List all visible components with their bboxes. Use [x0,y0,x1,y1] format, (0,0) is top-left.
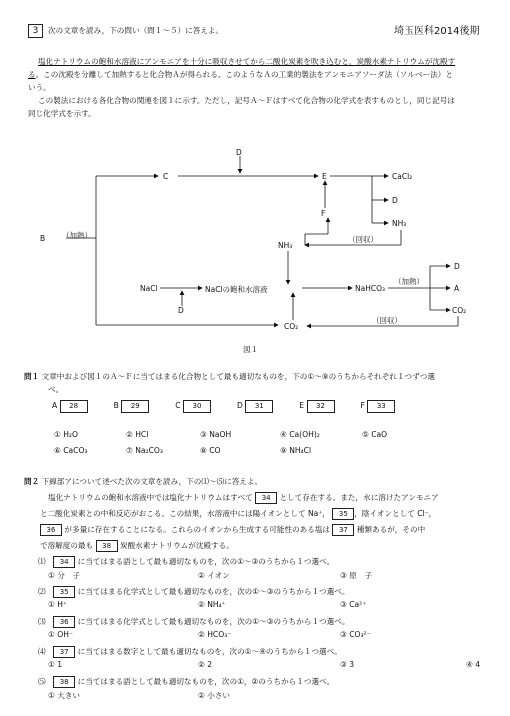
answer-box-32[interactable]: 32 [307,400,335,413]
slot-E: E 32 [299,400,334,413]
label-CO2-out: CO₂ [452,306,467,315]
subq-5-choice-2: ② 小さい [198,691,231,700]
label-CO2-bottom: CO₂ [284,322,299,331]
q1-prompt [24,370,435,383]
subq-5-box: 38 [53,676,75,688]
choice-9: ⑨ NH₄Cl [280,446,312,455]
slot-B: B 29 [114,400,150,413]
answer-box-28[interactable]: 28 [60,400,88,413]
label-D-bottom: D [178,306,184,315]
subq-3-choice-1: ① OH⁻ [48,630,73,639]
label-F: F [321,209,326,218]
label-D-out: D [454,262,460,271]
subq-4-choice-2: ② 2 [198,660,213,669]
q1-answer-slots [52,400,421,413]
subq-3-choice-3: ③ CO₃²⁻ [340,630,371,639]
slot-D: D 31 [237,400,273,413]
blank-36[interactable]: 36 [40,524,62,536]
subq-1-choice-1: ① 分 子 [48,571,81,580]
intro-paragraph [28,55,500,120]
label-NH3-mid: NH₃ [278,241,293,250]
subq-5-choice-1: ① 大きい [48,691,81,700]
blank-37[interactable]: 37 [332,524,354,536]
answer-box-33[interactable]: 33 [367,400,395,413]
label-recovery-1: （回収） [348,235,378,244]
q1-text: 文章中および図１のＡ～Ｆに当てはまる化合物として最も適切なものを，下の①～⑨のうちからそれぞれ１つずつ選 [41,372,435,381]
slot-A: A 28 [52,400,88,413]
label-CaCl2: CaCl₂ [392,172,413,181]
label-D-top: D [236,148,242,157]
choice-6: ⑥ CaCO₃ [54,446,88,455]
slot-F: F 33 [361,400,396,413]
intro-line4: この製法における各化合物の関連を図１に示す。ただし，記号Ａ～Ｆはすべて化合物の化学式を表すものとし，同じ記号は [38,96,455,105]
q2-text: 下線部アについて述べた次の文章を読み，下の⑴～⑸に答えよ。 [41,477,263,486]
subq-2: ⑵ 35 に当てはまる化学式として最も適切なものを，次の①～③のうちから１つ選べ。 [38,587,350,596]
label-B: B [40,234,46,243]
label-heat-1: （加熱） [62,231,92,240]
subq-1-box: 34 [53,556,75,568]
label-A: A [454,284,460,293]
choice-8: ⑧ CO [200,446,221,455]
question-instruction: 次の文章を読み，下の問い（問１～５）に答えよ。 [48,26,224,35]
label-C: C [163,172,169,181]
subq-3: ⑶ 36 に当てはまる化学式として最も適切なものを，次の①～③のうちから１つ選べ。 [38,617,350,626]
subq-3-choice-2: ② HCO₃⁻ [198,630,232,639]
choice-2: ② HCl [126,430,149,439]
subq-1-choice-2: ② イオン [198,571,230,580]
subq-1-choice-3: ③ 原 子 [340,571,373,580]
slot-C: C 30 [175,400,211,413]
figure-diagram [30,148,490,358]
q1-label: 問１ [24,372,40,381]
underlined-text: 塩化ナトリウムの飽和水溶液にアンモニアを十分に吸収させてから二酸化炭素を吹き込むと，炭酸水素ナトリウムが沈殿す [38,57,456,66]
blank-35[interactable]: 35 [332,508,354,520]
blank-34[interactable]: 34 [255,492,277,504]
subq-4-choice-3: ③ 3 [340,660,355,669]
exam-source: 埼玉医科2014後期 [394,26,480,37]
label-NH3-right: NH₃ [392,219,407,228]
q2-prompt [24,475,262,488]
choice-7: ⑦ Na₂CO₃ [126,446,163,455]
choice-1: ① H₂O [54,430,78,439]
q2-paragraph: 塩化ナトリウムの飽和水溶液中では塩化ナトリウムはすべて 34 として存在する。また，水に溶けたアンモニア と二酸化炭素との中和反応がおこる。この結果，水溶液中には陽イオンとして Na⁺， 35 ，陰イオンとして Cl⁻， 36 が多量に存在することになる。これらのイオンから生成する可能性のある塩は 37 種類あるが，その中 で溶解度の最も 38 炭酸水素ナトリウムが沈殿する。 [40,493,439,550]
intro-line2: 。この沈殿を分離して加熱すると化合物Ａが得られる。このようなＡの工業的製法をアンモニアソーダ法（ソルベー法）と [35,70,453,79]
subq-1: ⑴ 34 に当てはまる語として最も適切なものを，次の①～③のうちから１つ選べ。 [38,557,335,566]
subq-4: ⑷ 37 に当てはまる数字として最も適切なものを，次の①～④のうちから１つ選べ。 [38,647,342,656]
question-number: 3 [28,24,43,38]
subq-2-box: 35 [53,586,75,598]
choice-5: ⑤ CaO [362,430,388,439]
choice-3: ③ NaOH [200,430,232,439]
label-recovery-2: （回収） [372,316,402,325]
label-saturated-solution: NaClの飽和水溶液 [205,285,268,294]
answer-box-31[interactable]: 31 [245,400,273,413]
subq-4-box: 37 [53,646,75,658]
intro-line5: 同じ化学式を示す。 [28,109,96,118]
figure-caption: 図１ [243,345,258,354]
q2-label: 問２ [24,477,40,486]
figure-1 [30,148,490,358]
label-E: E [322,172,327,181]
subq-4-choice-4: ④ 4 [466,660,481,669]
blank-38[interactable]: 38 [96,540,118,552]
underlined-text-end: る [28,70,36,79]
subq-2-choice-1: ① H⁺ [48,600,67,609]
q1-text-2: べ。 [48,385,64,394]
intro-line3: いう。 [28,83,51,92]
label-D-right: D [392,196,398,205]
answer-box-30[interactable]: 30 [183,400,211,413]
subq-3-box: 36 [53,616,75,628]
subq-2-choice-2: ② NH₄⁺ [198,600,226,609]
label-NaCl: NaCl [140,284,158,293]
answer-box-29[interactable]: 29 [121,400,149,413]
subq-2-choice-3: ③ Ca²⁺ [340,600,367,609]
label-heat-2: （加熱） [394,277,424,286]
subq-5: ⑸ 38 に当てはまる語として最も適切なものを，次の①，②のうちから１つ選べ。 [38,677,335,686]
label-NaHCO3: NaHCO₃ [355,284,385,293]
subq-4-choice-1: ① 1 [48,660,63,669]
choice-4: ④ Ca(OH)₂ [280,430,320,439]
